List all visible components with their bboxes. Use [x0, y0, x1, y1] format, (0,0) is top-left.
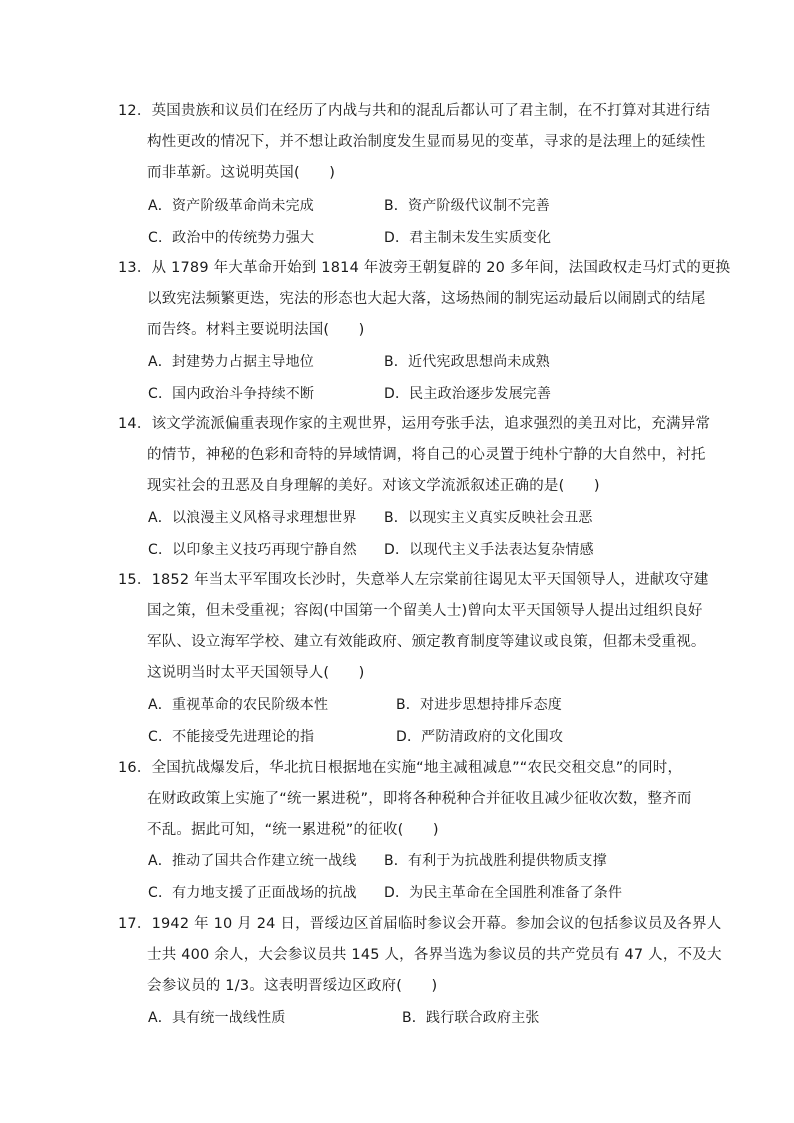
stem-line: 1942 年 10 月 24 日，晋绥边区首届临时参议会开幕。参加会议的包括参议员及各界人 [151, 916, 722, 932]
stem-line: 在财政政策上实施了“统一累进税”，即将各种税种合并征收且减少征收次数，整齐而 [147, 791, 692, 807]
option-c[interactable]: C．不能接受先进理论的指 [148, 729, 315, 745]
option-b[interactable]: B．对进步思想持排斥态度 [396, 697, 563, 713]
stem-line: 的情节，神秘的色彩和奇特的异域情调，将自己的心灵置于纯朴宁静的大自然中，衬托 [147, 447, 706, 463]
option-a[interactable]: A．资产阶级革命尚未完成 [148, 198, 314, 214]
stem-line: 从 1789 年大革命开始到 1814 年波旁王朝复辟的 20 多年间，法国政权走马灯式的更换 [151, 260, 731, 276]
stem-line: 英国贵族和议员们在经历了内战与共和的混乱后都认可了君主制，在不打算对其进行结 [151, 103, 711, 119]
stem-line: 会参议员的 1/3。这表明晋绥边区政府( ) [147, 978, 438, 994]
option-c[interactable]: C．以印象主义技巧再现宁静自然 [148, 542, 357, 558]
question-number: 12． [118, 103, 152, 119]
option-a[interactable]: A．重视革命的农民阶级本性 [148, 697, 329, 713]
question-stem [118, 909, 722, 1002]
stem-line: 1852 年当太平军围攻长沙时，失意举人左宗棠前往谒见太平天国领导人，进献攻守建 [151, 572, 709, 588]
stem-line: 而告终。材料主要说明法国( ) [147, 322, 365, 338]
question-number: 17． [118, 916, 152, 932]
option-a[interactable]: A．推动了国共合作建立统一战线 [148, 853, 357, 869]
option-b[interactable]: B．有利于为抗战胜利提供物质支撑 [384, 853, 607, 869]
option-d[interactable]: D．为民主革命在全国胜利准备了条件 [384, 885, 623, 901]
option-b[interactable]: B．践行联合政府主张 [402, 1010, 540, 1026]
question-stem [118, 253, 731, 346]
stem-line: 以致宪法频繁更迭，宪法的形态也大起大落，这场热闹的制宪运动最后以闹剧式的结尾 [147, 291, 706, 307]
stem-line: 现实社会的丑恶及自身理解的美好。对该文学流派叙述正确的是( ) [147, 478, 600, 494]
question-number: 14． [118, 416, 152, 432]
stem-line: 国之策，但未受重视；容闳(中国第一个留美人士)曾向太平天国领导人提出过组织良好 [147, 603, 703, 619]
question-number: 16． [118, 760, 152, 776]
option-d[interactable]: D．君主制未发生实质变化 [384, 230, 552, 246]
option-a[interactable]: A．封建势力占据主导地位 [148, 354, 314, 370]
option-a[interactable]: A．具有统一战线性质 [148, 1010, 286, 1026]
option-c[interactable]: C．政治中的传统势力强大 [148, 230, 315, 246]
option-b[interactable]: B．近代宪政思想尚未成熟 [384, 354, 551, 370]
option-b[interactable]: B．以现实主义真实反映社会丑恶 [384, 510, 593, 526]
stem-line: 军队、设立海军学校、建立有效能政府、颁定教育制度等建议或良策，但都未受重视。 [147, 634, 706, 650]
option-d[interactable]: D．以现代主义手法表达复杂情感 [384, 542, 594, 558]
option-c[interactable]: C．有力地支援了正面战场的抗战 [148, 885, 357, 901]
option-d[interactable]: D．严防清政府的文化围攻 [396, 729, 564, 745]
question-number: 13． [118, 260, 152, 276]
stem-line: 而非革新。这说明英国( ) [147, 165, 336, 181]
question-stem [118, 753, 692, 846]
option-d[interactable]: D．民主政治逐步发展完善 [384, 386, 552, 402]
question-stem [118, 409, 711, 502]
question-number: 15． [118, 572, 152, 588]
stem-line: 这说明当时太平天国领导人( ) [147, 665, 365, 681]
stem-line: 士共 400 余人，大会参议员共 145 人，各界当选为参议员的共产党员有 47 人，不及大 [147, 947, 722, 963]
question-stem [118, 565, 709, 689]
option-a[interactable]: A．以浪漫主义风格寻求理想世界 [148, 510, 357, 526]
stem-line: 不乱。据此可知，“统一累进税”的征收( ) [147, 822, 439, 838]
stem-line: 构性更改的情况下，并不想让政治制度发生显而易见的变革，寻求的是法理上的延续性 [147, 134, 706, 150]
question-stem [118, 96, 711, 189]
option-c[interactable]: C．国内政治斗争持续不断 [148, 386, 315, 402]
stem-line: 该文学流派偏重表现作家的主观世界，运用夸张手法，追求强烈的美丑对比，充满异常 [151, 416, 711, 432]
option-b[interactable]: B．资产阶级代议制不完善 [384, 198, 551, 214]
stem-line: 全国抗战爆发后，华北抗日根据地在实施“地主减租减息”“农民交租交息”的同时， [151, 760, 683, 776]
